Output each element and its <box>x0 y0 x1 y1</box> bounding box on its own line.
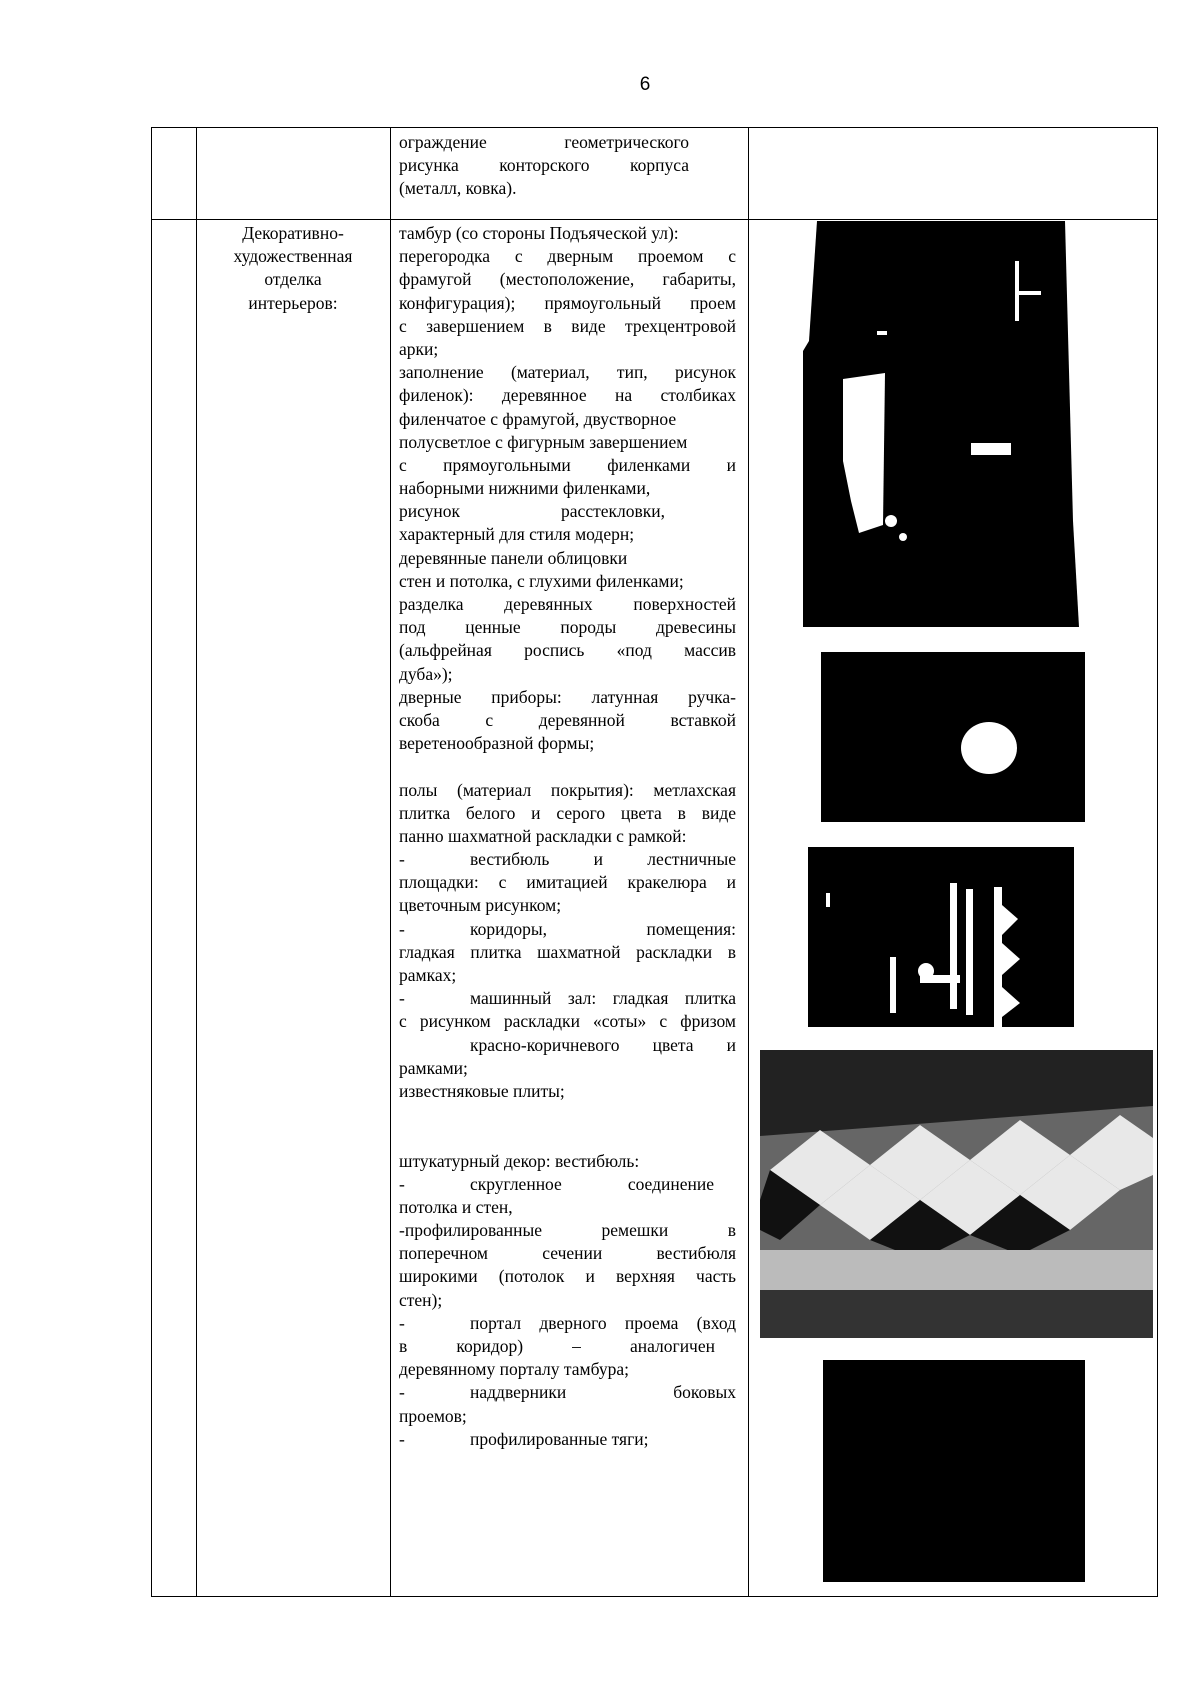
description-line: плитка белого и серого цвета в виде <box>399 802 736 823</box>
description-line: - профилированные тяги; <box>399 1428 649 1449</box>
description-line: арки; <box>399 338 439 359</box>
description-line: веретенообразной формы; <box>399 733 595 754</box>
description-line <box>399 1103 736 1126</box>
description-line: стен); <box>399 1289 443 1310</box>
page-number: 6 <box>639 74 651 95</box>
description-line: стен и потолка, с глухими филенками; <box>399 570 684 591</box>
description-line: панно шахматной раскладки с рамкой: <box>399 825 687 846</box>
description-line: филенок): деревянное на столбиках <box>399 385 736 406</box>
description-line: рисунка конторского корпуса <box>399 155 689 176</box>
description-line: перегородка с дверным проемом с <box>399 246 736 267</box>
description-line: штукатурный декор: вестибюль: <box>399 1150 640 1171</box>
row-header-line: Декоративно- <box>242 223 344 243</box>
description-line: проемов; <box>399 1405 467 1426</box>
previous-row-description <box>399 131 689 201</box>
photo-chessboard-floor <box>760 1050 1153 1338</box>
description-line <box>399 1126 736 1149</box>
row-header-line: интерьеров: <box>248 292 338 313</box>
table-row-divider <box>152 219 1157 220</box>
description-line: потолка и стен, <box>399 1196 513 1217</box>
description-line: -профилированные ремешки в <box>399 1220 736 1241</box>
description-line: рамках; <box>399 965 457 985</box>
description-line: (металл, ковка). <box>399 178 517 199</box>
description-line: широкими (потолок и верхняя часть <box>399 1266 736 1287</box>
description-line: - портал дверного проема (вход <box>399 1312 736 1333</box>
description-line: (альфрейная роспись «под массив <box>399 640 736 661</box>
photo-floor-tile-pattern <box>808 847 1074 1027</box>
description-line: поперечном сечении вестибюля <box>399 1243 736 1264</box>
description-line: дверные приборы: латунная ручка- <box>399 686 736 707</box>
row-header-line: отделка <box>264 269 322 290</box>
description-line: тамбур (со стороны Подъяческой ул): <box>399 223 679 243</box>
description-line: разделка деревянных поверхностей <box>399 594 736 614</box>
description-line <box>399 755 736 778</box>
description-line: рисунок расстекловки, <box>399 501 665 522</box>
description-line: известняковые плиты; <box>399 1080 565 1101</box>
row-header-line: художественная <box>233 246 353 267</box>
description-line: - машинный зал: гладкая плитка <box>399 988 736 1009</box>
description-line: - вестибюль и лестничные <box>399 849 736 870</box>
description-line: ограждение геометрического <box>399 132 689 152</box>
photo-door-handle <box>821 652 1085 822</box>
row-description <box>399 222 736 1451</box>
description-line: характерный для стиля модерн; <box>399 524 635 545</box>
description-line: наборными нижними филенками, <box>399 478 651 499</box>
description-line: с завершением в виде трехцентровой <box>399 315 736 336</box>
description-line: дуба»); <box>399 663 453 684</box>
description-line: заполнение (материал, тип, рисунок <box>399 362 736 383</box>
description-line: с рисунком раскладки «соты» с фризом <box>399 1011 736 1032</box>
description-line: в коридор) – аналогичен <box>399 1336 715 1356</box>
row-header-decorative-finish <box>196 222 390 315</box>
description-line: площадки: с имитацией кракелюра и <box>399 872 736 893</box>
description-line: под ценные породы древесины <box>399 617 736 638</box>
description-line: рамками; <box>399 1057 468 1078</box>
description-line: полусветлое с фигурным завершением <box>399 431 688 452</box>
table-column-divider <box>196 128 197 1596</box>
description-line: полы (материал покрытия): метлахская <box>399 779 736 800</box>
description-line: красно-коричневого цвета и <box>470 1034 736 1055</box>
table-column-divider <box>390 128 391 1596</box>
table-column-divider <box>748 128 749 1596</box>
description-line: - коридоры, помещения: <box>399 918 736 939</box>
description-line: деревянному порталу тамбура; <box>399 1359 629 1380</box>
photo-plaster-decor <box>823 1360 1085 1582</box>
description-line: - скругленное соединение <box>399 1173 714 1194</box>
description-line: филенчатое с фрамугой, двустворное <box>399 408 677 429</box>
description-line: - наддверники боковых <box>399 1382 736 1403</box>
description-line: скоба с деревянной вставкой <box>399 709 736 730</box>
description-line: цветочным рисунком; <box>399 895 562 916</box>
description-line: гладкая плитка шахматной раскладки в <box>399 941 736 962</box>
description-line: конфигурация); прямоугольный проем <box>399 292 736 313</box>
description-line: деревянные панели облицовки <box>399 547 628 568</box>
description-line: с прямоугольными филенками и <box>399 454 736 475</box>
photo-vestibule-door <box>803 221 1089 627</box>
description-line: фрамугой (местоположение, габариты, <box>399 269 736 290</box>
